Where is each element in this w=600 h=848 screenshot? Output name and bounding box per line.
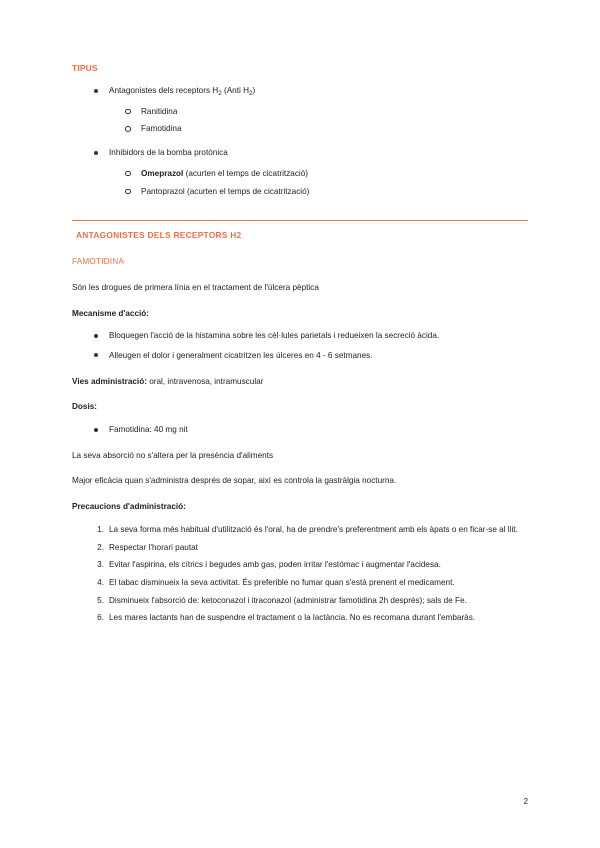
list-item-label: Bloquegen l'acció de la histamina sobre les cèl·lules parietals i redueixen la secreció àcida. — [109, 331, 440, 341]
tipus-list — [72, 85, 528, 198]
list-item — [72, 424, 528, 437]
list-item — [109, 168, 528, 181]
list-item — [72, 85, 528, 136]
section-title-antagonistes: ANTAGONISTES DELS RECEPTORS H2 — [76, 230, 242, 241]
heading-tipus: TIPUS — [72, 63, 98, 73]
dosis-list — [72, 424, 528, 437]
document-body — [72, 62, 528, 625]
list-item — [72, 147, 528, 198]
tipus-sublist-1 — [109, 106, 528, 136]
hollow-bullet-icon — [125, 171, 131, 177]
bullet-icon — [94, 151, 98, 155]
list-item: El tabac disminueix la seva activitat. És preferible no fumar quan s'està prenent el medicament. — [109, 577, 455, 587]
list-item-label — [141, 169, 308, 178]
subscript: 2 — [249, 89, 253, 97]
list-item-label: Ranitidina — [141, 106, 178, 116]
subsection-title-famotidina: FAMOTIDINA — [72, 257, 125, 267]
list-item — [72, 350, 528, 363]
drug-name: Pantoprazol — [141, 186, 185, 196]
drug-note: (acurten el temps de cicatrització) — [184, 186, 310, 196]
vies-label: Vies administració: — [72, 376, 147, 386]
bullet-icon — [94, 334, 98, 338]
mecanisme-label: Mecanisme d'acció: — [72, 308, 150, 318]
absorcio-paragraph: La seva absorció no s'altera per la presència d'aliments — [72, 450, 274, 460]
list-item: Respectar l'horari pautat — [109, 542, 198, 552]
list-item: La seva forma més habitual d'utilització és l'oral, ha de prendre's preferentment amb els àpats o en ficar-se al llit. — [109, 524, 518, 534]
list-item-label: Alleugen el dolor i generalment cicatritzen les úlceres en 4 - 6 setmanes. — [109, 350, 373, 360]
list-item — [109, 106, 528, 119]
tipus-sublist-2 — [109, 168, 528, 198]
list-item-label: Inhibidors de la bomba protònica — [109, 148, 228, 158]
list-item: Evitar l'aspirina, els cítrics i begudes amb gas, poden irritar l'estómac i augmentar l'acidesa. — [109, 560, 441, 570]
list-item-label: Antagonistes dels receptors $H_2$ (Anti $H_2$) — [109, 86, 256, 97]
precaucions-label: Precaucions d'administració: — [72, 502, 186, 512]
intro-paragraph: Són les drogues de primera línia en el tractament de l'úlcera pèptica — [72, 282, 319, 292]
list-item: Les mares lactants han de suspendre el tractament o la lactància. No es recomana durant l'embaràs. — [109, 613, 476, 623]
list-item: Disminueix l'absorció de: ketoconazol i itraconazol (administrar famotidina 2h després); sals de Fe. — [109, 595, 467, 605]
section-divider — [72, 220, 528, 221]
bullet-icon — [94, 89, 98, 93]
page-number: 2 — [523, 797, 528, 806]
hollow-bullet-icon — [125, 189, 131, 195]
list-item-label: Famotidina — [141, 124, 182, 134]
list-item — [72, 330, 528, 343]
subscript: 2 — [218, 89, 222, 97]
list-item — [109, 186, 528, 199]
mecanisme-list — [72, 330, 528, 362]
list-item-label: Famotidina: 40 mg nit — [109, 425, 188, 435]
bullet-icon — [94, 353, 98, 357]
vies-value: oral, intravenosa, intramuscular — [146, 376, 264, 386]
list-item — [109, 123, 528, 136]
bullet-icon — [94, 428, 98, 432]
drug-name: Omeprazol — [141, 168, 184, 178]
precaucions-list — [72, 524, 528, 625]
drug-note: (acurten el temps de cicatrització) — [183, 168, 309, 178]
vies-administracio-line — [72, 376, 528, 389]
list-item-label — [141, 187, 309, 196]
eficacia-paragraph: Major eficàcia quan s'administra després de sopar, així es controla la gastràlgia nocturna. — [72, 476, 397, 486]
dosis-label: Dosis: — [72, 402, 98, 412]
hollow-bullet-icon — [125, 126, 131, 132]
hollow-bullet-icon — [125, 109, 131, 115]
